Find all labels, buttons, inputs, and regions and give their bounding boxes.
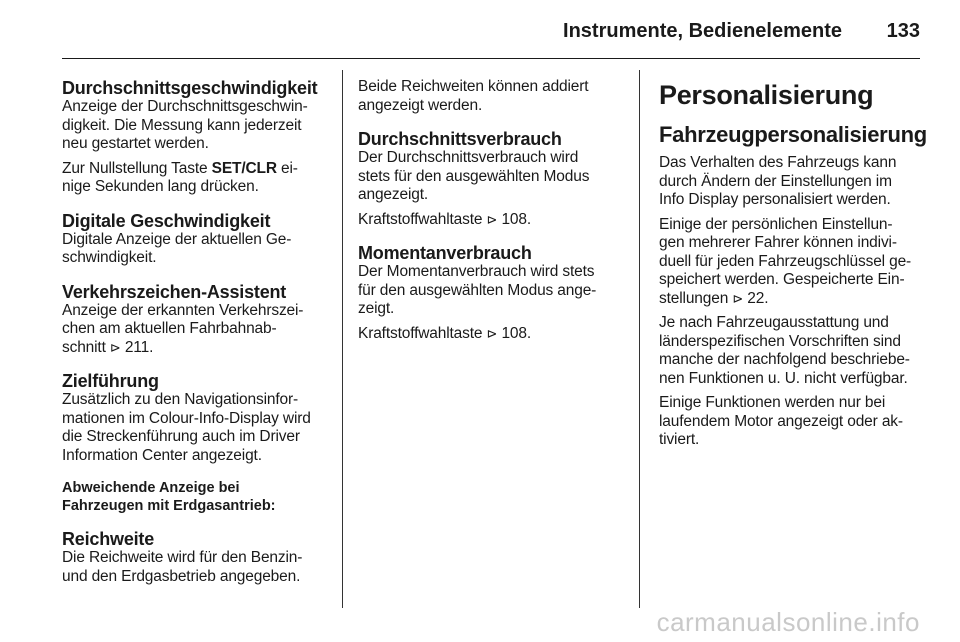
header-divider <box>62 58 920 59</box>
text-line: für den ausgewählten Modus ange- <box>358 281 597 299</box>
text-line: Je nach Fahrzeugausstattung und <box>659 314 889 331</box>
heading-verkehrszeichen-assistent: Verkehrszeichen-Assistent <box>62 281 287 302</box>
page-ref-arrow-icon: ⊳ <box>486 325 498 341</box>
column-3 <box>659 78 927 450</box>
text-line: länderspezifischen Vorschriften sind <box>659 332 901 350</box>
text-line: Zur Nullstellung Taste <box>62 159 212 177</box>
paragraph <box>62 98 338 154</box>
text-line: schnitt <box>62 338 110 356</box>
page-header <box>0 0 960 60</box>
paragraph <box>62 391 338 465</box>
text-line: nen Funktionen u. U. nicht verfügbar. <box>659 369 908 387</box>
page-ref-arrow-icon: ⊳ <box>109 339 121 355</box>
text-line: speichert werden. Gespeicherte Ein- <box>659 271 905 288</box>
paragraph <box>358 211 618 230</box>
paragraph <box>659 314 921 388</box>
text-line: stellungen <box>659 289 733 307</box>
text-line: digkeit. Die Messung kann jederzeit <box>62 116 302 134</box>
text-line: Der Durchschnittsverbrauch wird <box>358 149 579 166</box>
text-line: Einige der persönlichen Einstellun- <box>659 215 893 233</box>
heading-durchschnittsgeschwindigkeit: Durchschnittsgeschwindigkeit <box>62 78 318 98</box>
page-reference[interactable]: 211. <box>124 338 154 356</box>
heading-momentanverbrauch: Momentanverbrauch <box>358 243 532 263</box>
text-line: gen mehrerer Fahrer können indivi- <box>659 234 897 251</box>
text-line: neu gestartet werden. <box>62 135 209 152</box>
page-ref-arrow-icon: ⊳ <box>732 290 744 306</box>
page-number: 133 <box>886 20 920 42</box>
paragraph <box>358 78 618 115</box>
page-ref-arrow-icon: ⊳ <box>486 211 498 227</box>
text-line: schwindigkeit. <box>62 249 157 266</box>
paragraph <box>62 549 338 586</box>
page-reference[interactable]: 108. <box>501 324 532 342</box>
text-line: Digitale Anzeige der aktuellen Ge- <box>62 230 292 248</box>
text-line: angezeigt. <box>358 186 429 203</box>
text-line: duell für jeden Fahrzeugschlüssel ge- <box>659 252 912 270</box>
text-line: angezeigt werden. <box>358 96 483 114</box>
text-line: zeigt. <box>358 300 395 317</box>
heading-zielfuehrung: Zielführung <box>62 371 159 391</box>
text-line: Anzeige der Durchschnittsgeschwin- <box>62 98 308 115</box>
paragraph <box>62 231 338 268</box>
text-line: Anzeige der erkannten Verkehrszei- <box>62 301 304 319</box>
text-line: ei- <box>276 159 298 177</box>
column-divider-2 <box>639 70 640 608</box>
page-reference[interactable]: 22. <box>747 289 769 307</box>
heading-fahrzeugpersonalisierung: Fahrzeugpersonalisierung <box>659 122 927 147</box>
paragraph <box>358 263 618 319</box>
text-line: Der Momentanverbrauch wird stets <box>358 263 595 280</box>
text-line: Einige Funktionen werden nur bei <box>659 394 886 411</box>
column-divider-1 <box>342 70 343 608</box>
heading-abweichende-anzeige <box>62 479 338 515</box>
text-line: Die Reichweite wird für den Benzin- <box>62 549 303 566</box>
text-line: und den Erdgasbetrieb angegeben. <box>62 567 301 585</box>
heading-durchschnittsverbrauch: Durchschnittsverbrauch <box>358 129 562 149</box>
text-line: Abweichende Anzeige bei <box>62 480 240 496</box>
text-line: Information Center angezeigt. <box>62 446 262 464</box>
text-line: Beide Reichweiten können addiert <box>358 78 589 95</box>
text-line: Fahrzeugen mit Erdgasantrieb: <box>62 498 276 514</box>
page-reference[interactable]: 108. <box>501 210 532 228</box>
paragraph <box>62 302 338 358</box>
text-line: tiviert. <box>659 431 700 448</box>
watermark: carmanualsonline.info <box>656 607 920 637</box>
text-line: manche der nachfolgend beschriebe- <box>659 351 910 368</box>
text-line: die Streckenführung auch im Driver <box>62 428 300 445</box>
text-line: nige Sekunden lang drücken. <box>62 178 259 195</box>
paragraph <box>659 394 921 450</box>
text-line: Kraftstoffwahltaste <box>358 324 487 342</box>
text-line: durch Ändern der Einstellungen im <box>659 172 892 190</box>
paragraph <box>659 216 921 309</box>
chapter-title: Instrumente, Bedienelemente <box>563 20 842 42</box>
paragraph <box>358 325 618 344</box>
heading-reichweite: Reichweite <box>62 529 155 549</box>
text-line: Zusätzlich zu den Navigationsinfor- <box>62 391 298 408</box>
text-line: Kraftstoffwahltaste <box>358 210 487 228</box>
column-1 <box>62 78 338 586</box>
paragraph <box>659 154 921 210</box>
text-line: laufendem Motor angezeigt oder ak- <box>659 412 903 430</box>
text-line: Das Verhalten des Fahrzeugs kann <box>659 154 897 171</box>
text-line: stets für den ausgewählten Modus <box>358 167 590 185</box>
paragraph <box>62 160 338 197</box>
text-line: chen am aktuellen Fahrbahnab- <box>62 320 277 337</box>
paragraph <box>358 149 618 205</box>
text-line: mationen im Colour-Info-Display wird <box>62 409 311 427</box>
heading-digitale-geschwindigkeit: Digitale Geschwindigkeit <box>62 210 271 231</box>
heading-personalisierung: Personalisierung <box>659 80 874 110</box>
key-label: SET/CLR <box>211 159 277 177</box>
column-2 <box>358 78 618 343</box>
text-line: Info Display personalisiert werden. <box>659 191 891 208</box>
